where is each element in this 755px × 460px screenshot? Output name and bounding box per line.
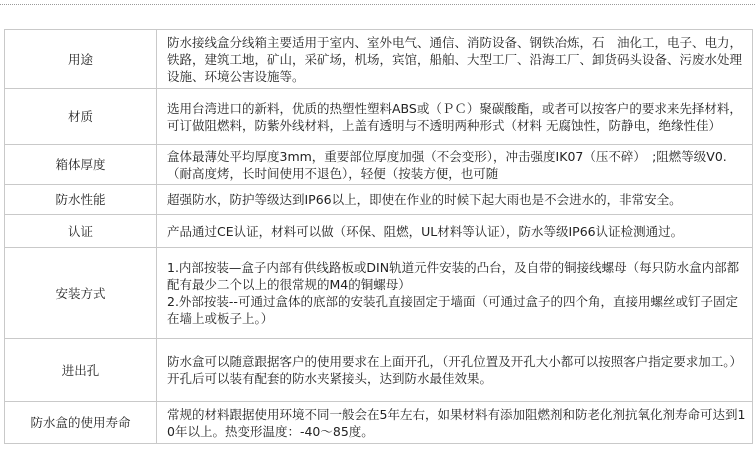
table-row — [5, 248, 753, 339]
row-value-line: 防水盒可以随意跟据客户的使用要求在上面开孔，（开孔位置及开孔大小都可以按照客户指定要求加工。）开孔后可以装有配套的防水夹紧接头，达到防水最佳效果。 — [167, 354, 743, 386]
row-label: 防水性能 — [5, 185, 157, 215]
table-row — [5, 215, 753, 248]
table-row — [5, 339, 753, 402]
table-row — [5, 145, 753, 185]
row-value — [157, 248, 753, 339]
row-value-line: 防水接线盒分线箱主要适用于室内、室外电气、通信、消防设备、钢铁冶炼，石 油化工，电子、电力，铁路，建筑工地，矿山，采矿场，机场，宾馆，船舶、大型工厂、沿海工厂、卸货码头设备、污废水处理设施、环境公害设施等。 — [167, 34, 743, 84]
row-value — [157, 185, 753, 215]
top-dotted-divider — [0, 4, 755, 5]
row-value-line: 常规的材料跟据使用环境不同一般会在5年左右，如果材料有添加阻燃剂和防老化剂抗氧化剂寿命可达到10年以上。热变形温度：-40〜85度。 — [167, 406, 746, 439]
row-value-line: 2.外部按装--可通过盒体的底部的安装孔直接固定于墙面（可通过盒子的四个角，直接用螺丝或钉子固定在墙上或板子上。） — [167, 294, 738, 326]
row-value — [157, 339, 753, 402]
table-row — [5, 89, 753, 145]
row-label: 材质 — [5, 89, 157, 145]
row-value-line: 盒体最薄处平均厚度3mm，重要部位厚度加强（不会变形），冲击强度IK07（压不碎） ;阻燃等级V0.（耐高度烤，长时间使用不退色），轻便（按装方便，也可随 — [167, 148, 727, 181]
row-value — [157, 145, 753, 185]
row-value-line: 选用台湾进口的新料，优质的热塑性塑料ABS或（ＰＣ）聚碳酸酯，或者可以按客户的要求来先择材料，可订做阻燃料，防紫外线材料，上盖有透明与不透明两种形式（材料 无腐蚀性，防静电，绝缘性佳） — [167, 100, 742, 133]
row-value-line: 1.内部按装—盒子内部有供线路板或DIN轨道元件安装的凸台，及自带的铜接线螺母（每只防水盒内部都配有最少二个以上的很常规的M4的铜螺母） — [167, 260, 740, 292]
row-value — [157, 89, 753, 145]
table-row — [5, 402, 753, 444]
row-label: 用途 — [5, 30, 157, 89]
row-label: 箱体厚度 — [5, 145, 157, 185]
row-value-line: 超强防水，防护等级达到IP66以上，即使在作业的时候下起大雨也是不会进水的，非常安全。 — [167, 192, 682, 207]
table-row — [5, 30, 753, 89]
spec-table — [4, 29, 753, 444]
table-row — [5, 185, 753, 215]
row-value — [157, 215, 753, 248]
row-label: 进出孔 — [5, 339, 157, 402]
row-label: 安装方式 — [5, 248, 157, 339]
row-label: 认证 — [5, 215, 157, 248]
row-value-line: 产品通过CE认证，材料可以做（环保、阻燃，UL材料等认证），防水等级IP66认证检测通过。 — [167, 223, 684, 239]
row-label: 防水盒的使用寿命 — [5, 402, 157, 444]
row-value — [157, 402, 753, 444]
row-value — [157, 30, 753, 89]
